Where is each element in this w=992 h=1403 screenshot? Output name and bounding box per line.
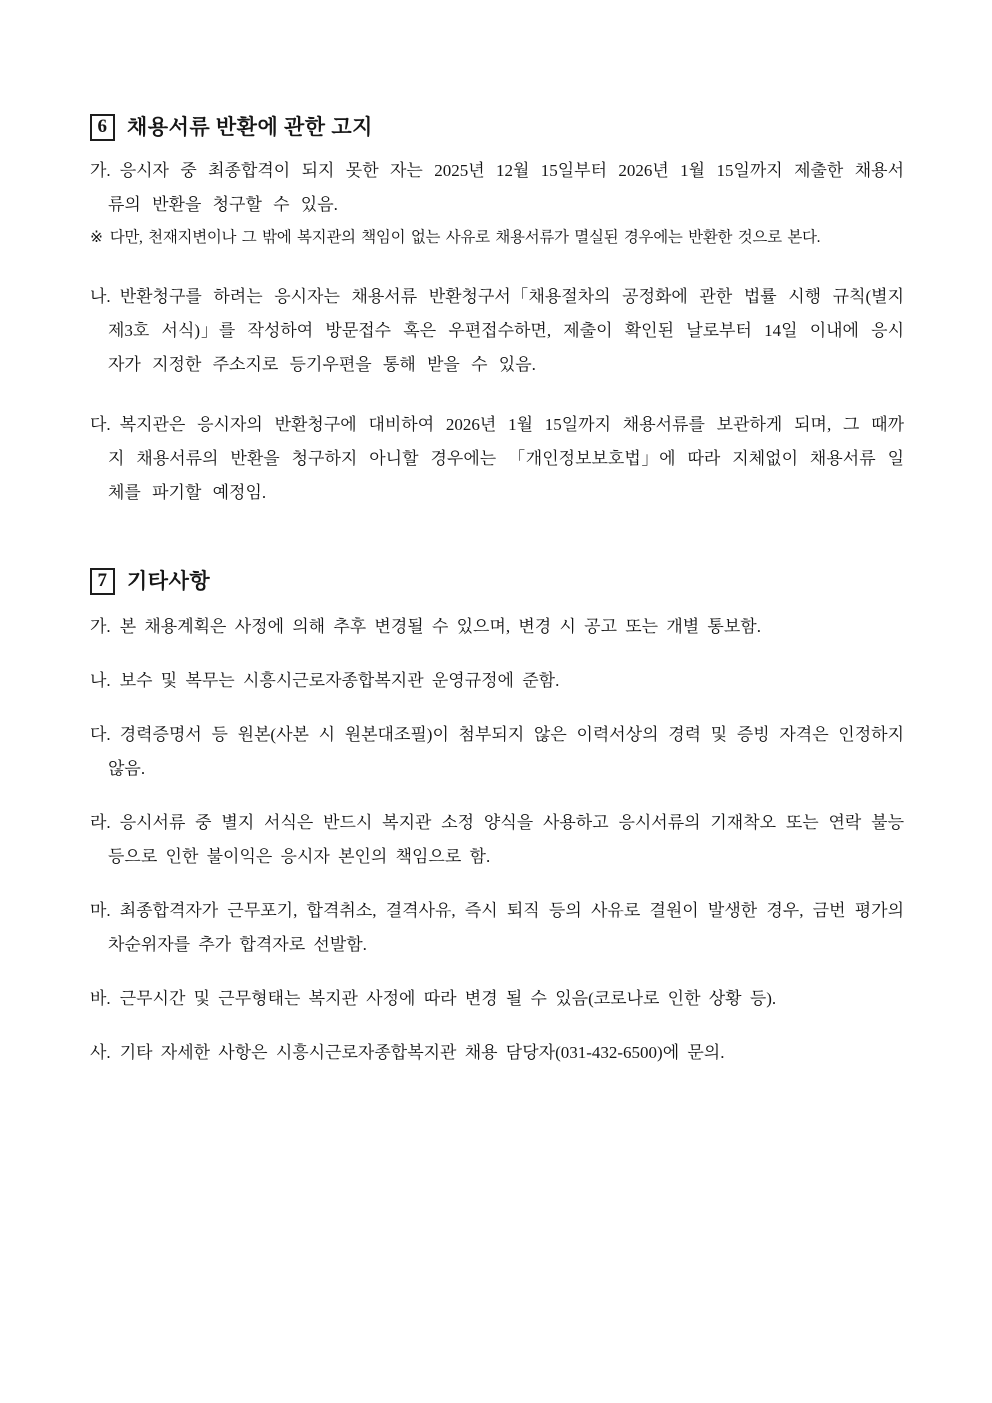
item-text: 반환청구를 하려는 응시자는 채용서류 반환청구서「채용절차의 공정화에 관한 법률 시행 규칙(별지 제3호 서식)」를 작성하여 방문접수 혹은 우편접수하면, 제출이 확인된 날로부터 14일 이내에 응시자가 지정한 주소지로 등기우편을 통해 받을 수 있음. xyxy=(108,287,904,374)
list-item-note xyxy=(90,222,904,254)
item-marker: 나. xyxy=(90,671,111,690)
list-item-ra xyxy=(90,806,904,874)
list-item-sa xyxy=(90,1036,904,1070)
list-item-da xyxy=(90,408,904,510)
item-text: 본 채용계획은 사정에 의해 추후 변경될 수 있으며, 변경 시 공고 또는 개별 통보함. xyxy=(119,617,761,636)
item-text: 응시서류 중 별지 서식은 반드시 복지관 소정 양식을 사용하고 응시서류의 기재착오 또는 연락 불능 등으로 인한 불이익은 응시자 본인의 책임으로 함. xyxy=(108,813,904,866)
item-marker: 바. xyxy=(90,989,111,1008)
list-item-ma xyxy=(90,894,904,962)
item-text: 다만, 천재지변이나 그 밖에 복지관의 책임이 없는 사유로 채용서류가 멸실된 경우에는 반환한 것으로 본다. xyxy=(109,229,821,246)
list-item-ga xyxy=(90,610,904,644)
section-number-box: 6 xyxy=(90,114,115,141)
item-marker: 사. xyxy=(90,1043,111,1062)
item-text: 기타 자세한 사항은 시흥시근로자종합복지관 채용 담당자(031-432-6500)에 문의. xyxy=(119,1043,725,1062)
item-marker: 마. xyxy=(90,901,111,920)
section-return-notice xyxy=(90,112,904,510)
section-title: 채용서류 반환에 관한 고지 xyxy=(127,115,373,139)
section-header xyxy=(90,566,904,596)
item-marker: 다. xyxy=(90,415,111,434)
item-text: 최종합격자가 근무포기, 합격취소, 결격사유, 즉시 퇴직 등의 사유로 결원이 발생한 경우, 금번 평가의 차순위자를 추가 합격자로 선발함. xyxy=(108,901,904,954)
item-marker: 나. xyxy=(90,287,111,306)
item-marker: 가. xyxy=(90,617,111,636)
item-marker: 가. xyxy=(90,161,111,180)
item-text: 경력증명서 등 원본(사본 시 원본대조필)이 첨부되지 않은 이력서상의 경력 및 증빙 자격은 인정하지 않음. xyxy=(108,725,904,778)
item-marker: 라. xyxy=(90,813,111,832)
section-misc xyxy=(90,566,904,1070)
list-item-na xyxy=(90,280,904,382)
item-marker: 다. xyxy=(90,725,111,744)
list-item-na xyxy=(90,664,904,698)
item-marker: ※ xyxy=(90,229,103,246)
item-text: 응시자 중 최종합격이 되지 못한 자는 2025년 12월 15일부터 2026년 1월 15일까지 제출한 채용서류의 반환을 청구할 수 있음. xyxy=(108,161,904,214)
list-item-ba xyxy=(90,982,904,1016)
section-title: 기타사항 xyxy=(127,569,211,593)
list-item-da xyxy=(90,718,904,786)
item-text: 근무시간 및 근무형태는 복지관 사정에 따라 변경 될 수 있음(코로나로 인한 상황 등). xyxy=(119,989,777,1008)
section-header xyxy=(90,112,904,142)
section-number-box: 7 xyxy=(90,568,115,595)
item-text: 복지관은 응시자의 반환청구에 대비하여 2026년 1월 15일까지 채용서류를 보관하게 되며, 그 때까지 채용서류의 반환을 청구하지 아니할 경우에는 「개인정보보호법」에 따라 지체없이 채용서류 일체를 파기할 예정임. xyxy=(108,415,904,502)
item-text: 보수 및 복무는 시흥시근로자종합복지관 운영규정에 준함. xyxy=(119,671,560,690)
list-item-ga xyxy=(90,154,904,222)
